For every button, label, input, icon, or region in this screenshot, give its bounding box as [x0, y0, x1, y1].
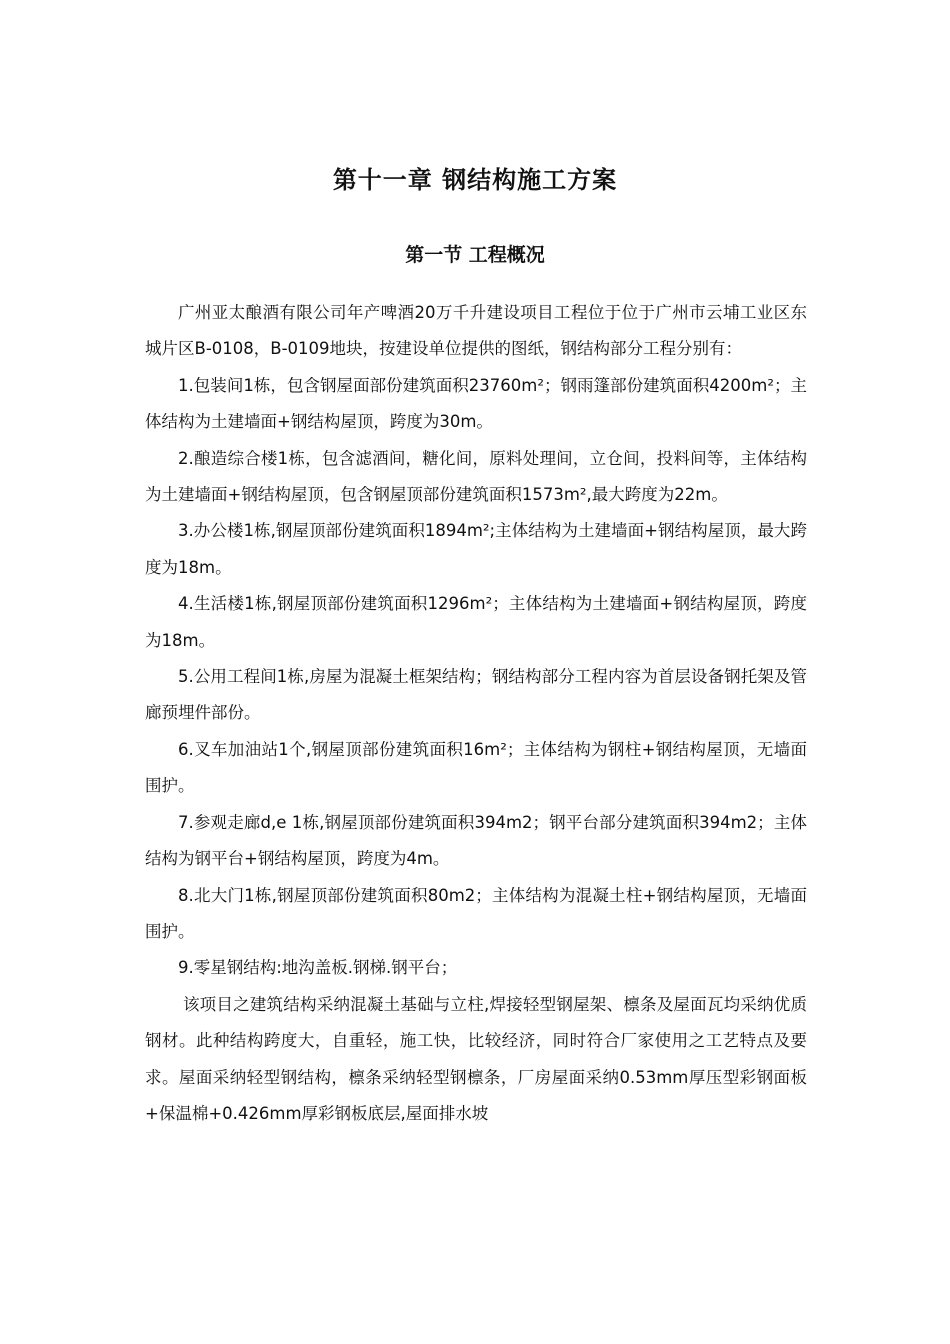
- paragraph-item-6: 6.叉车加油站1个,钢屋顶部份建筑面积16m²；主体结构为钢柱+钢结构屋顶，无墙面围护。: [145, 739, 807, 796]
- paragraph-intro: 广州亚太酿酒有限公司年产啤酒20万千升建设项目工程位于位于广州市云埔工业区东城片区B-0108，B-0109地块，按建设单位提供的图纸，钢结构部分工程分别有：: [145, 303, 807, 359]
- paragraph-structure: 该项目之建筑结构采纳混凝土基础与立柱,焊接轻型钢屋架、檩条及屋面瓦均采纳优质钢材。此种结构跨度大，自重轻，施工快，比较经济，同时符合厂家使用之工艺特点及要求。屋面采纳轻型钢结构，檩条采纳轻型钢檩条，厂房屋面采纳0.53mm厚压型彩钢面板+保温棉+0.426mm厚彩钢板底层,屋面排水坡: [145, 994, 807, 1123]
- paragraph-item-7: 7.参观走廊d,e 1栋,钢屋顶部份建筑面积394m2；钢平台部分建筑面积394m2；主体结构为钢平台+钢结构屋顶，跨度为4m。: [145, 812, 807, 869]
- paragraph-item-2: 2.酿造综合楼1栋，包含滤酒间，糖化间，原料处理间，立仓间，投料间等，主体结构为土建墙面+钢结构屋顶，包含钢屋顶部份建筑面积1573m²,最大跨度为22m。: [145, 448, 807, 505]
- paragraph-item-5: 5.公用工程间1栋,房屋为混凝土框架结构；钢结构部分工程内容为首层设备钢托架及管廊预埋件部份。: [145, 667, 807, 723]
- body-text: [145, 295, 807, 1132]
- chapter-title: 第十一章 钢结构施工方案: [332, 166, 618, 194]
- paragraph-item-3: 3.办公楼1栋,钢屋顶部份建筑面积1894m²;主体结构为土建墙面+钢结构屋顶，最大跨度为18m。: [145, 521, 807, 577]
- paragraph-item-4: 4.生活楼1栋,钢屋顶部份建筑面积1296m²；主体结构为土建墙面+钢结构屋顶，跨度为18m。: [145, 594, 807, 650]
- paragraph-item-9: 9.零星钢结构:地沟盖板.钢梯.钢平台；: [178, 958, 458, 978]
- paragraph-item-1: 1.包装间1栋，包含钢屋面部份建筑面积23760m²；钢雨篷部份建筑面积4200m²；主体结构为土建墙面+钢结构屋顶，跨度为30m。: [145, 375, 807, 432]
- paragraph-item-8: 8.北大门1栋,钢屋顶部份建筑面积80m2；主体结构为混凝土柱+钢结构屋顶，无墙面围护。: [145, 885, 807, 941]
- section-title: 第一节 工程概况: [405, 244, 545, 266]
